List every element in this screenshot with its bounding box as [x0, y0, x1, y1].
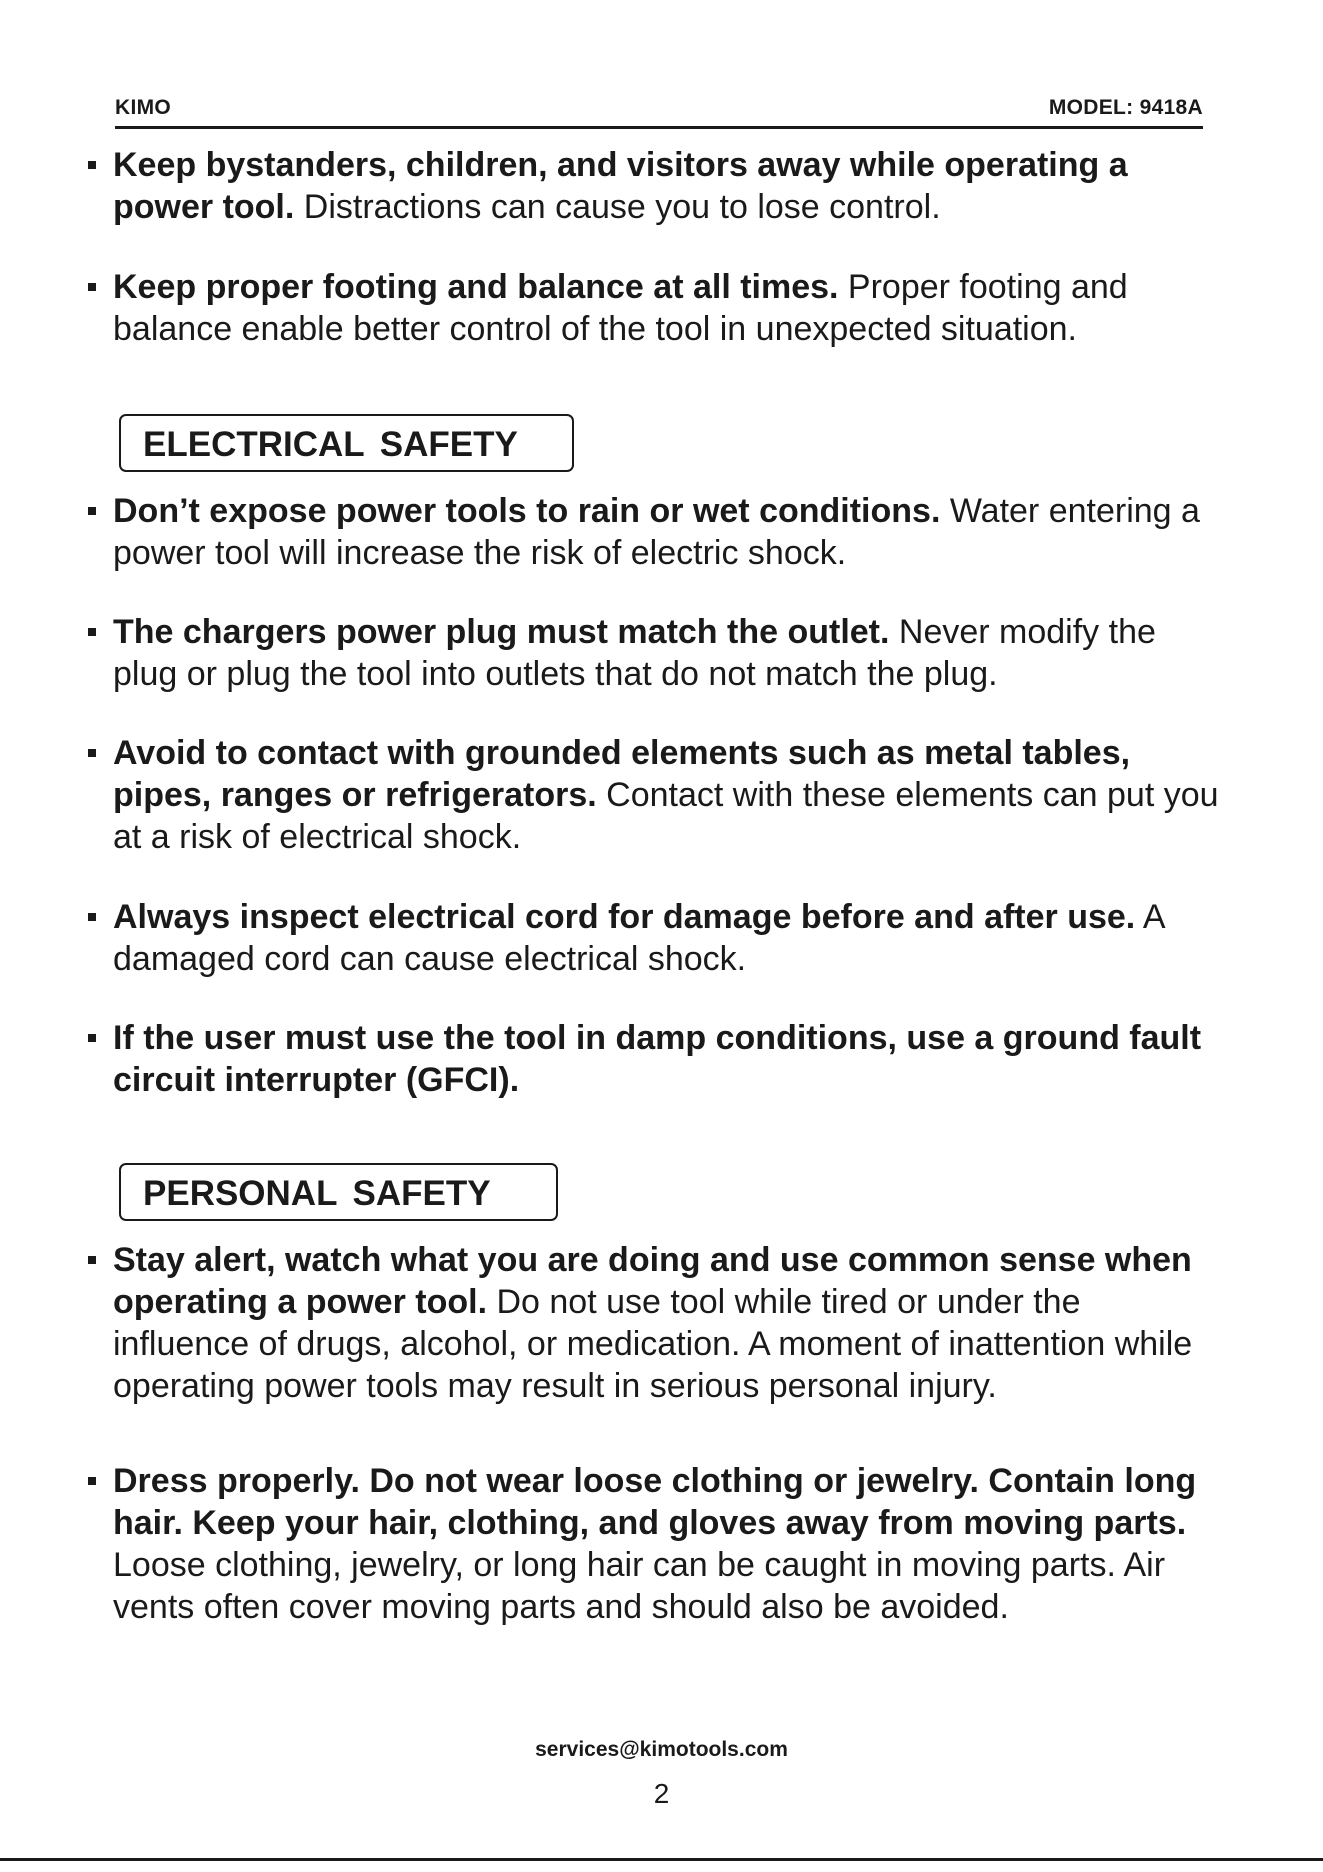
item-lead: Avoid to contact with grounded elements such as metal tables, pipes, ranges or refrigerators.	[113, 734, 1131, 814]
list-item	[88, 490, 1223, 574]
item-lead: Keep bystanders, children, and visitors away while operating a power tool.	[113, 146, 1128, 226]
page-number: 2	[653, 1778, 670, 1809]
item-lead: Keep proper footing and balance at all times.	[113, 268, 839, 306]
list-item	[88, 732, 1223, 858]
item-body: Distractions can cause you to lose control.	[294, 188, 941, 226]
list-item	[88, 896, 1223, 980]
bullet-icon	[88, 913, 96, 921]
bullet-icon	[88, 1256, 96, 1264]
item-body: A damaged cord can cause electrical shock.	[113, 898, 1164, 978]
item-body: Never modify the plug or plug the tool into outlets that do not match the plug.	[113, 613, 1156, 693]
item-lead: The chargers power plug must match the outlet.	[113, 613, 890, 651]
support-email: services@kimotools.com	[535, 1738, 788, 1761]
bullet-icon	[88, 749, 96, 757]
list-item	[88, 1239, 1223, 1407]
list-item	[88, 611, 1223, 695]
page-header	[115, 94, 1203, 129]
bullet-icon	[88, 283, 96, 291]
brand-name: KIMO	[115, 96, 172, 119]
item-lead: Stay alert, watch what you are doing and use common sense when operating a power tool.	[113, 1241, 1192, 1321]
section-heading-personal: PERSONAL SAFETY	[119, 1163, 558, 1221]
section-heading-electrical: ELECTRICAL SAFETY	[119, 414, 574, 472]
item-lead: Don’t expose power tools to rain or wet conditions.	[113, 492, 941, 530]
item-lead: If the user must use the tool in damp conditions, use a ground fault circuit interrupter (GFCI).	[113, 1019, 1202, 1099]
item-body: Loose clothing, jewelry, or long hair can be caught in moving parts. Air vents often cover moving parts and should also be avoided.	[113, 1546, 1166, 1626]
model-number: MODEL: 9418A	[1048, 96, 1203, 119]
item-lead: Dress properly. Do not wear loose clothing or jewelry. Contain long hair. Keep your hair, clothing, and gloves away from moving parts.	[113, 1462, 1197, 1542]
item-body: Proper footing and balance enable better control of the tool in unexpected situation.	[113, 268, 1128, 348]
bullet-icon	[88, 628, 96, 636]
list-item	[88, 1017, 1223, 1101]
bullet-icon	[88, 1034, 96, 1042]
bottom-divider	[0, 1858, 1323, 1861]
list-item	[88, 266, 1223, 350]
bullet-icon	[88, 1477, 96, 1485]
item-lead: Always inspect electrical cord for damage before and after use.	[113, 898, 1136, 936]
item-body: Contact with these elements can put you at a risk of electrical shock.	[113, 776, 1219, 856]
item-body: Water entering a power tool will increase the risk of electric shock.	[113, 492, 1200, 572]
item-body: Do not use tool while tired or under the influence of drugs, alcohol, or medication. A moment of inattention while operating power tools may result in serious personal injury.	[113, 1283, 1193, 1405]
bullet-icon	[88, 507, 96, 515]
list-item	[88, 144, 1223, 228]
bullet-icon	[88, 161, 96, 169]
list-item	[88, 1460, 1223, 1628]
